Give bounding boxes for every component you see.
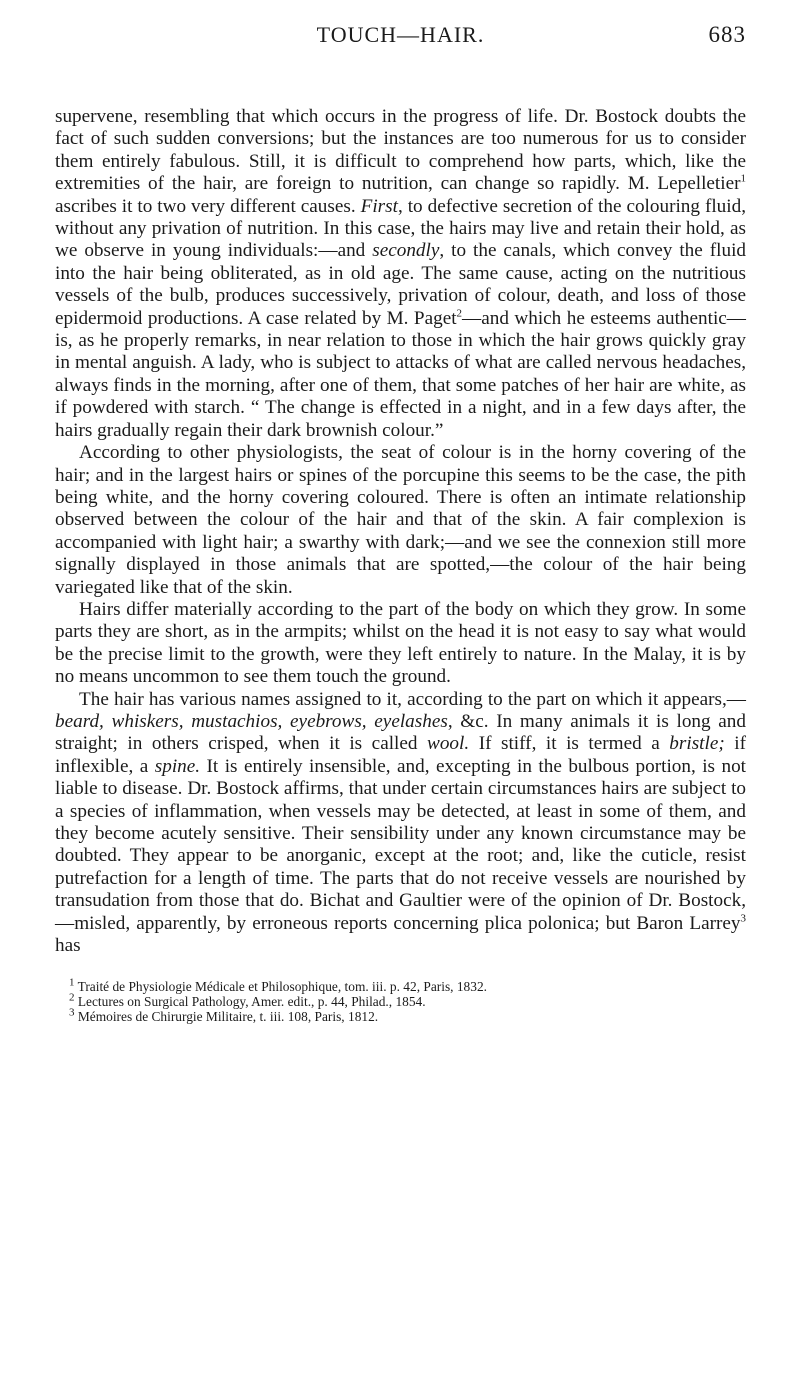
footnote-mark: 1 — [69, 976, 75, 989]
footnote-text: Traité de Physiologie Médicale et Philosophique, tom. iii. p. 42, Paris, 1832. — [77, 979, 487, 995]
footnote — [55, 1006, 746, 1025]
text-run: , to defective secretion of the colouring fluid, without any privation of nutrition. In this case, the hairs may live and retain their hold, as we observe in young individuals:—and — [55, 195, 746, 262]
paragraph-4 — [55, 689, 746, 958]
text-run: —and which he esteems authentic—is, as he properly remarks, in near relation to those in which the hair grows quickly gray in mental anguish. A lady, who is subject to attacks of what are called nervous headaches, always finds in the morning, after one of them, that some patches of her hair are white, as if powdered with starch. “ The change is effected in a night, and in a few days after, the hairs gradually regain their dark brownish colour.” — [55, 307, 746, 441]
footnotes — [55, 976, 746, 1025]
paragraph-1 — [55, 106, 746, 442]
footnote-text: Lectures on Surgical Pathology, Amer. edit., p. 44, Philad., 1854. — [77, 994, 426, 1010]
italic-text: wool. — [427, 733, 470, 755]
text-run: supervene, resembling that which occurs in the progress of life. Dr. Bostock doubts the fact of such sudden conversions; but the instances are too numerous for us to consider them entirely fabulous. Still, it is difficult to comprehend how parts, which, like the extremities of the hair, are foreign to nutrition, can change so rapidly. M. Lepelletier — [55, 106, 746, 195]
paragraph-2: According to other physiologists, the seat of colour is in the horny covering of the hair; and in the largest hairs or spines of the porcupine this seems to be the case, the pith being white, and the horny covering coloured. There is often an intimate relationship observed between the colour of the hair and that of the skin. A fair complexion is accompanied with light hair; a swarthy with dark;—and we see the connexion still more signally displayed in those animals that are spotted,—the colour of the hair being variegated like that of the skin. — [55, 442, 746, 598]
running-header — [55, 22, 746, 62]
footnote-ref: 1 — [740, 172, 746, 185]
footnote-ref: 3 — [740, 912, 746, 925]
body-text — [55, 106, 746, 957]
text-run: The hair has various names assigned to it, according to the part on which it appears,— — [79, 688, 746, 710]
italic-text: bristle; — [669, 733, 725, 755]
footnote — [55, 976, 746, 995]
footnote-mark: 3 — [69, 1006, 75, 1019]
italic-text: secondly — [372, 240, 440, 262]
text-run: , &c. In many animals it is long and straight; in others crisped, when it is called — [55, 710, 746, 755]
footnote-text: Mémoires de Chirurgie Militaire, t. iii. 108, Paris, 1812. — [77, 1009, 379, 1025]
page-number: 683 — [708, 22, 746, 47]
footnote-mark: 2 — [69, 991, 75, 1004]
paragraph-3: Hairs differ materially according to the part of the body on which they grow. In some parts they are short, as in the armpits; whilst on the head it is not easy to say what would be the precise limit to the growth, were they left entirely to nature. In the Malay, it is by no means uncommon to see them touch the ground. — [55, 598, 746, 688]
text-run: If stiff, it is termed a — [469, 733, 670, 755]
text-run: , to the canals, which convey the fluid into the hair being obliterated, as in old age. The same cause, acting on the nutritious vessels of the bulb, produces successively, privation of colour, death, and loss of those epidermoid productions. A case related by M. Paget — [55, 240, 746, 329]
running-title: TOUCH—HAIR. — [316, 22, 485, 47]
italic-text: beard, whiskers, mustachios, eyebrows, eyelashes — [55, 710, 448, 732]
text-run: It is entirely insensible, and, excepting in the bulbous portion, is not liable to disease. Dr. Bostock affirms, that under certain circumstances hairs are subject to a species of inflammation, when vessels may be detected, at least in some of them, and they become acutely sensitive. Their sensibility under any known circumstance may be doubted. They appear to be anorganic, except at the root; and, like the cuticle, resist putrefaction for a length of time. The parts that do not receive vessels are nourished by transudation from those that do. Bichat and Gaultier were of the opinion of Dr. Bostock,—misled, apparently, by erroneous reports concerning plica polonica; but Baron Larrey — [55, 755, 746, 934]
text-run: has — [55, 935, 81, 957]
italic-text: spine. — [154, 755, 201, 777]
text-run: ascribes it to two very different causes. — [55, 195, 361, 217]
text-run: if inflexible, a — [55, 733, 746, 777]
footnote-ref: 2 — [456, 307, 463, 320]
italic-text: First — [360, 195, 398, 217]
footnote — [55, 991, 746, 1010]
